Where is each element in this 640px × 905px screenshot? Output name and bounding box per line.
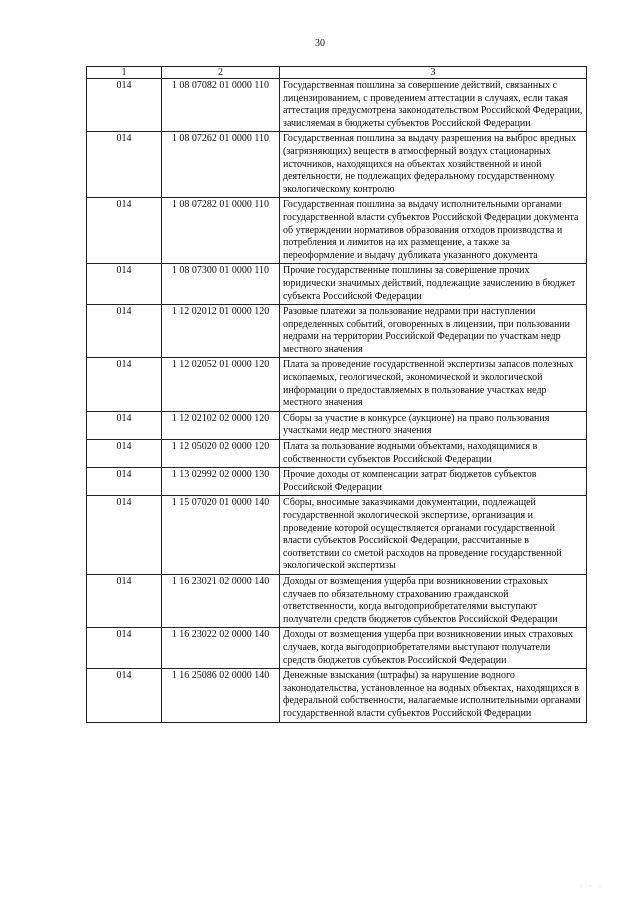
admin-code-cell: 014 xyxy=(87,198,162,264)
table-row xyxy=(87,305,587,358)
table-row xyxy=(87,264,587,305)
table-row xyxy=(87,496,587,575)
budget-code-cell: 1 15 07020 01 0000 140 xyxy=(162,496,280,575)
description-cell: Сборы за участие в конкурсе (аукционе) на право пользования участками недр местного значения xyxy=(280,411,587,439)
table-row xyxy=(87,132,587,198)
admin-code-cell: 014 xyxy=(87,305,162,358)
budget-code-cell: 1 16 23021 02 0000 140 xyxy=(162,574,280,627)
budget-code-cell: 1 08 07300 01 0000 110 xyxy=(162,264,280,305)
budget-code-cell: 1 12 02012 01 0000 120 xyxy=(162,305,280,358)
table-row xyxy=(87,358,587,411)
column-header-2: 2 xyxy=(162,67,280,79)
column-header-1: 1 xyxy=(87,67,162,79)
budget-code-cell: 1 08 07082 01 0000 110 xyxy=(162,79,280,132)
admin-code-cell: 014 xyxy=(87,411,162,439)
budget-code-cell: 1 16 25086 02 0000 140 xyxy=(162,669,280,722)
admin-code-cell: 014 xyxy=(87,440,162,468)
table-header-row xyxy=(87,67,587,79)
description-cell: Прочие доходы от компенсации затрат бюджетов субъектов Российской Федерации xyxy=(280,468,587,496)
column-header-3: 3 xyxy=(280,67,587,79)
budget-code-cell: 1 13 02992 02 0000 130 xyxy=(162,468,280,496)
admin-code-cell: 014 xyxy=(87,628,162,669)
revenue-codes-table xyxy=(86,66,587,723)
description-cell: Государственная пошлина за выдачу разрешения на выброс вредных (загрязняющих) веществ в атмосферный воздух стационарных источников, находящихся на объектах хозяйственной и иной деятельности, не подлежащих федеральному государственному экологическому контролю xyxy=(280,132,587,198)
description-cell: Государственная пошлина за выдачу исполнительными органами государственной власти субъектов Российской Федерации документа об утверждении нормативов образования отходов производства и потребления и лимитов на их размещение, а также за переоформление и выдачу дубликата указанного документа xyxy=(280,198,587,264)
description-cell: Доходы от возмещения ущерба при возникновении иных страховых случаев, когда выгодоприобретателями выступают получатели средств бюджетов субъектов Российской Федерации xyxy=(280,628,587,669)
description-cell: Плата за проведение государственной экспертизы запасов полезных ископаемых, геологической, экономической и экологической информации о предоставляемых в пользование участках недр местного значения xyxy=(280,358,587,411)
table-row xyxy=(87,574,587,627)
admin-code-cell: 014 xyxy=(87,132,162,198)
admin-code-cell: 014 xyxy=(87,468,162,496)
scan-artifact-dots: · · · xyxy=(580,884,604,890)
table-row xyxy=(87,198,587,264)
table-row xyxy=(87,79,587,132)
page-number: 30 xyxy=(315,38,325,49)
table-row xyxy=(87,468,587,496)
description-cell: Государственная пошлина за совершение действий, связанных с лицензированием, с проведением аттестации в случаях, если такая аттестация предусмотрена законодательством Российской Федерации, зачисляемая в бюджеты субъектов Российской Федерации xyxy=(280,79,587,132)
description-cell: Прочие государственные пошлины за совершение прочих юридически значимых действий, подлежащие зачислению в бюджет субъекта Российской Федерации xyxy=(280,264,587,305)
admin-code-cell: 014 xyxy=(87,358,162,411)
table-row xyxy=(87,411,587,439)
admin-code-cell: 014 xyxy=(87,79,162,132)
budget-code-cell: 1 08 07262 01 0000 110 xyxy=(162,132,280,198)
table-row xyxy=(87,628,587,669)
budget-code-cell: 1 12 05020 02 0000 120 xyxy=(162,440,280,468)
budget-code-cell: 1 12 02052 01 0000 120 xyxy=(162,358,280,411)
description-cell: Разовые платежи за пользование недрами при наступлении определенных событий, оговоренных в лицензии, при пользовании недрами на территории Российской Федерации по участкам недр местного значения xyxy=(280,305,587,358)
description-cell: Денежные взыскания (штрафы) за нарушение водного законодательства, установленное на водных объектах, находящихся в федеральной собственности, налагаемые исполнительными органами государственной власти субъектов Российской Федерации xyxy=(280,669,587,722)
budget-code-cell: 1 12 02102 02 0000 120 xyxy=(162,411,280,439)
admin-code-cell: 014 xyxy=(87,574,162,627)
admin-code-cell: 014 xyxy=(87,264,162,305)
table-row xyxy=(87,669,587,722)
admin-code-cell: 014 xyxy=(87,496,162,575)
budget-code-cell: 1 16 23022 02 0000 140 xyxy=(162,628,280,669)
description-cell: Сборы, вносимые заказчиками документации, подлежащей государственной экологической экспертизе, организация и проведение которой осуществляется органами государственной власти субъектов Российской Федерации, рассчитанные в соответствии со сметой расходов на проведение государственной экологической экспертизы xyxy=(280,496,587,575)
description-cell: Плата за пользование водными объектами, находящимися в собственности субъектов Российской Федерации xyxy=(280,440,587,468)
admin-code-cell: 014 xyxy=(87,669,162,722)
table-row xyxy=(87,440,587,468)
description-cell: Доходы от возмещения ущерба при возникновении страховых случаев по обязательному страхованию гражданской ответственности, когда выгодоприобретателями выступают получатели средств бюджетов субъектов Российской Федерации xyxy=(280,574,587,627)
budget-code-cell: 1 08 07282 01 0000 110 xyxy=(162,198,280,264)
